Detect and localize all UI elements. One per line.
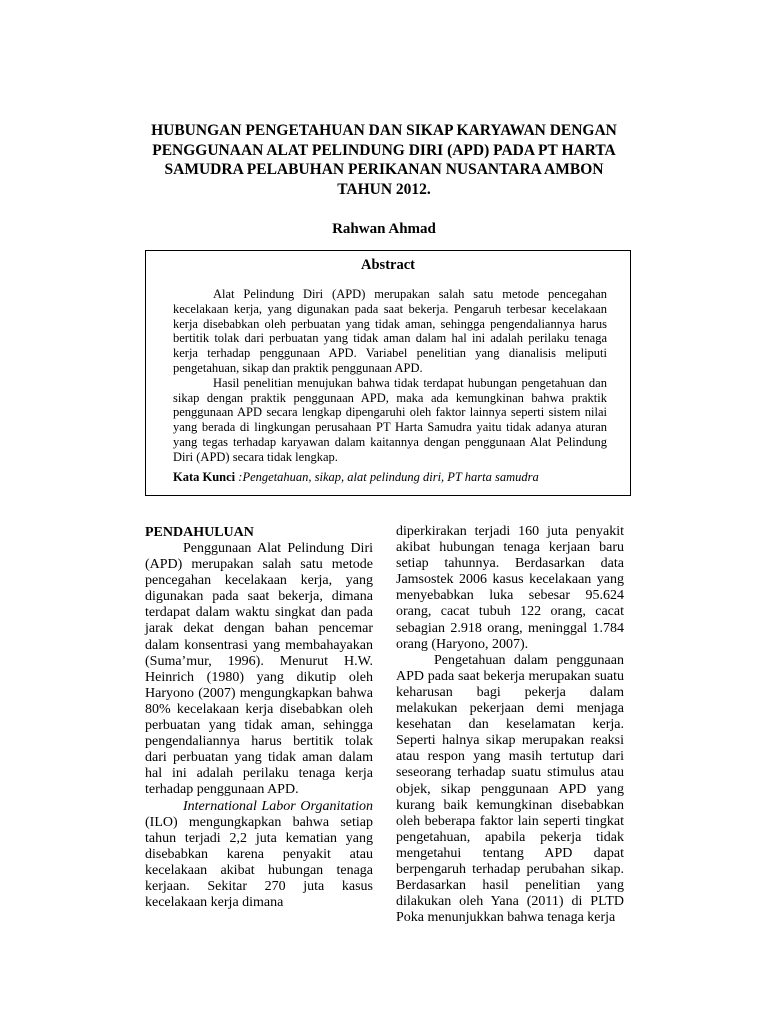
title-line-1: HUBUNGAN PENGETAHUAN DAN SIKAP KARYAWAN DENGAN <box>151 122 617 139</box>
title-line-3: SAMUDRA PELABUHAN PERIKANAN NUSANTARA AMBON <box>164 161 604 178</box>
title-line-2: PENGGUNAAN ALAT PELINDUNG DIRI (APD) PADA PT HARTA <box>152 141 616 159</box>
abstract-box <box>145 250 631 496</box>
left-paragraph-2 <box>145 799 373 912</box>
left-paragraph-2-rest: (ILO) mengungkapkan bahwa setiap tahun terjadi 2,2 juta kematian yang disebabkan karena penyakit atau kecelakaan akibat hubungan tenaga kerjaan. Sekitar 270 juta kasus kecelakaan kerja dimana <box>145 814 373 911</box>
left-paragraph-1: Penggunaan Alat Pelindung Diri (APD) merupakan salah satu metode pencegahan kecelakaan kerja, yang digunakan pada saat bekerja, dimana terdapat dalam waktu singkat dan pada jarak dekat dengan bahan pencemar dalam konsentrasi yang membahayakan (Suma’mur, 1996). Menurut H.W. Heinrich (1980) yang dikutip oleh Haryono (2007) mengungkapkan bahwa 80% kecelakaan kerja disebabkan oleh perbuatan yang tidak aman, sehingga pengendaliannya harus bertitik tolak dari perbuatan yang tidak aman dalam hal ini adalah perilaku tenaga kerja terhadap penggunaan APD. <box>145 541 373 798</box>
abstract-paragraph-1: Alat Pelindung Diri (APD) merupakan salah satu metode pencegahan kecelakaan kerja, yang digunakan pada saat bekerja. Pengaruh terbesar kecelakaan kerja disebabkan oleh perbuatan yang tidak aman, sehingga pengendaliannya harus bertitik tolak dari perbuatan yang tidak aman dalam hal ini adalah perilaku tenaga kerja terhadap penggunaan APD. Variabel penelitian yang dianalisis meliputi pengetahuan, sikap dan praktik penggunaan APD. <box>173 287 607 375</box>
title-line-4: TAHUN 2012. <box>337 180 431 198</box>
right-paragraph-1: diperkirakan terjadi 160 juta penyakit akibat hubungan tenaga kerjaan baru setiap tahunnya. Berdasarkan data Jamsostek 2006 kasus kecelakaan yang menyebabkan luka sebesar 95.624 orang, cacat tubuh 122 orang, cacat sebagian 2.918 orang, meninggal 1.784 orang (Haryono, 2007). <box>396 524 624 652</box>
abstract-heading: Abstract <box>361 257 415 273</box>
abstract-paragraph-2: Hasil penelitian menujukan bahwa tidak terdapat hubungan pengetahuan dan sikap dengan praktik penggunaan APD, maka ada kemungkinan bahwa praktik penggunaan APD secara lengkap dipengaruhi oleh faktor lainnya seperti sistem nilai yang berada di lingkungan perusahaan PT Harta Samudra yaitu tidak adanya aturan yang tegas terhadap karyawan dalam kaitannya dengan penggunaan Alat Pelindung Diri (APD) secara tidak lengkap. <box>173 375 607 464</box>
keywords <box>173 470 613 485</box>
body-column-left <box>145 524 373 911</box>
keywords-label: Kata Kunci <box>173 470 236 484</box>
paper-title <box>140 121 628 199</box>
keywords-text: :Pengetahuan, sikap, alat pelindung diri, PT harta samudra <box>238 470 539 484</box>
right-paragraph-2: Pengetahuan dalam penggunaan APD pada saat bekerja merupakan suatu keharusan bagi pekerja dalam melakukan pekerjaan demi menjaga kesehatan dan keselamatan kerja. Seperti halnya sikap merupakan reaksi atau respon yang masih tertutup dari seseorang terhadap suatu stimulus atau objek, sikap penggunaan APD yang kurang baik kemungkinan disebabkan oleh beberapa faktor lain seperti tingkat pengetahuan, apabila pekerja tidak mengetahui tentang APD dapat berpengaruh terhadap perubahan sikap. Berdasarkan hasil penelitian yang dilakukan oleh Yana (2011) di PLTD Poka menunjukkan bahwa tenaga kerja <box>396 652 624 926</box>
abstract-body <box>173 287 607 465</box>
section-heading-pendahuluan: PENDAHULUAN <box>145 525 254 540</box>
author-name: Rahwan Ahmad <box>332 221 436 237</box>
ilo-italic-text: International Labor Organitation <box>183 798 373 814</box>
body-column-right <box>396 524 624 926</box>
